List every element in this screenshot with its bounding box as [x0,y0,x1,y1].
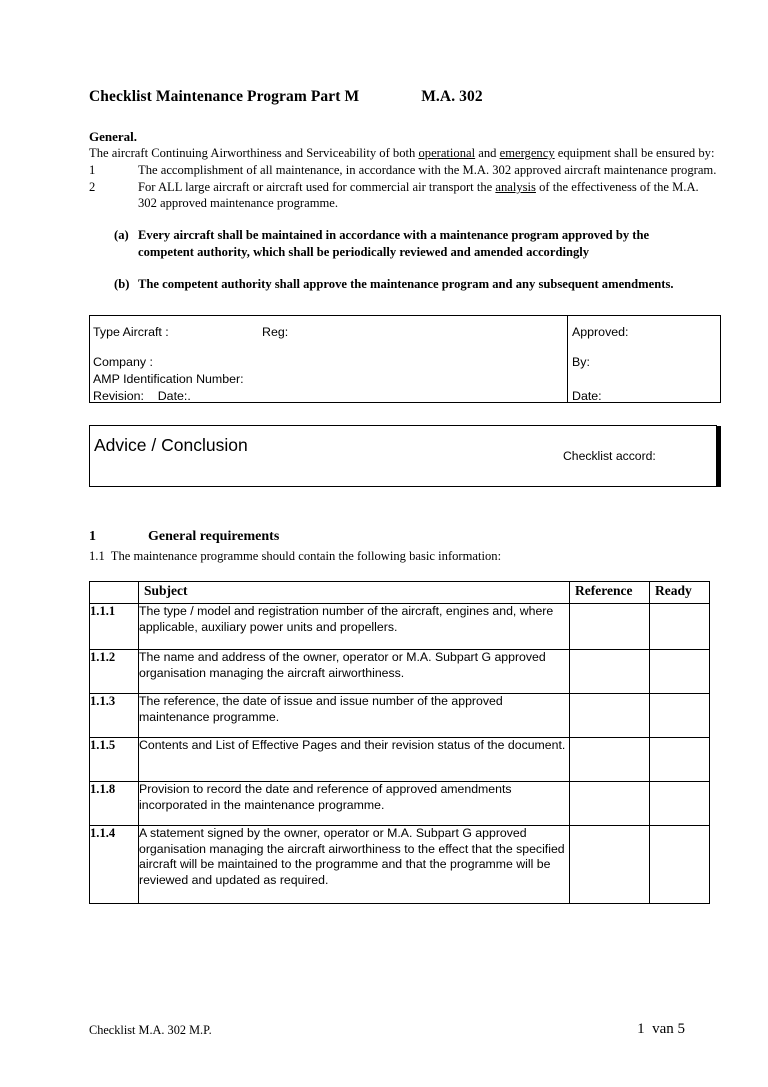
row-ready-cell[interactable] [650,649,710,693]
approved-label: Approved: [572,325,629,340]
row-reference-cell[interactable] [570,825,650,903]
intro-text-part2: and [475,146,500,161]
table-row [90,825,710,903]
footer-page-number: 1 van 5 [637,1021,685,1037]
row-ready-cell[interactable] [650,825,710,903]
row-number: 1.1.4 [90,825,139,903]
table-row [90,649,710,693]
row-reference-cell[interactable] [570,693,650,737]
date-label: Date: [572,389,602,404]
page-title [89,88,721,107]
row-number: 1.1.1 [90,603,139,649]
header-number [90,581,139,603]
advice-conclusion-title: Advice / Conclusion [94,435,248,456]
intro-paragraph [89,145,721,162]
header-reference: Reference [570,581,650,603]
general-heading: General. [89,128,138,144]
table-header-row [90,581,710,603]
lettered-item-a-text: Every aircraft shall be maintained in accordance with a maintenance program approved by the competent authority, which shall be periodically reviewed and amended accordingly [138,228,650,260]
numbered-item-2-text [138,179,721,212]
lettered-item-b [89,276,721,293]
page-footer [89,1021,721,1055]
numbered-item-2-text-post: of the effectiveness of the M.A. 302 approved maintenance programme. [138,179,699,211]
row-reference-cell[interactable] [570,603,650,649]
page-title-main: Checklist Maintenance Program Part M [89,88,360,105]
numbered-item-1-number: 1 [89,162,96,177]
advice-box-edge-line [717,426,721,487]
lettered-item-b-mark: (b) [114,277,130,292]
row-reference-cell[interactable] [570,649,650,693]
row-number: 1.1.3 [90,693,139,737]
amp-identification-label: AMP Identification Number: [93,372,244,387]
row-ready-cell[interactable] [650,737,710,781]
table-row [90,781,710,825]
requirements-section-title: General requirements [148,529,280,545]
numbered-item-2-text-pre: For ALL large aircraft or aircraft used for commercial air transport the [138,179,496,194]
requirements-subsection: 1.1 The maintenance programme should contain the following basic information: [89,548,502,563]
row-subject: Contents and List of Effective Pages and their revision status of the document. [139,737,570,781]
table-row [90,737,710,781]
row-ready-cell[interactable] [650,693,710,737]
document-body [89,88,721,904]
footer-document-name: Checklist M.A. 302 M.P. [89,1023,212,1037]
intro-underline-operational: operational [418,146,476,161]
checklist-table-body [90,603,710,903]
advice-conclusion-frame [89,425,717,487]
row-subject: The reference, the date of issue and issue number of the approved maintenance programme. [139,693,570,737]
table-row [90,603,710,649]
row-reference-cell[interactable] [570,781,650,825]
row-reference-cell[interactable] [570,737,650,781]
by-label: By: [572,355,590,370]
checklist-table [89,581,710,904]
row-subject: Provision to record the date and reference of approved amendments incorporated in the maintenance programme. [139,781,570,825]
intro-text-part3: equipment shall be ensured by: [554,146,715,161]
numbered-item-2-underline-analysis: analysis [495,179,536,194]
type-aircraft-label: Type Aircraft : [93,325,169,340]
lettered-item-a-mark: (a) [114,228,129,243]
checklist-table-header [90,581,710,603]
table-row [90,693,710,737]
requirements-section-number: 1 [89,529,96,545]
advice-conclusion-box [89,425,721,487]
page-title-code: M.A. 302 [421,88,483,105]
numbered-item-2-number: 2 [89,179,96,194]
row-subject: The type / model and registration number of the aircraft, engines and, where applicable, auxiliary power units and propellers. [139,603,570,649]
reg-label: Reg: [262,325,289,340]
numbered-item-2 [89,179,721,212]
row-number: 1.1.5 [90,737,139,781]
lettered-item-b-text: The competent authority shall approve the maintenance program and any subsequent amendments. [138,277,674,292]
numbered-item-1-text: The accomplishment of all maintenance, in accordance with the M.A. 302 approved aircraft maintenance program. [138,162,717,177]
row-ready-cell[interactable] [650,781,710,825]
requirements-heading [89,529,721,546]
header-ready: Ready [650,581,710,603]
aircraft-info-box [89,315,721,403]
company-label: Company : [93,355,153,370]
intro-underline-emergency: emergency [499,146,555,161]
row-subject: A statement signed by the owner, operator or M.A. Subpart G approved organisation managing the aircraft airworthiness to the effect that the specified aircraft will be maintained to the programme and that the programme will be reviewed and updated as required. [139,825,570,903]
lettered-item-a [89,227,721,261]
header-subject: Subject [139,581,570,603]
aircraft-info-right-column [568,316,720,402]
aircraft-info-left-column [90,316,568,402]
numbered-item-1 [89,162,721,179]
checklist-accord-label: Checklist accord: [563,449,656,464]
row-subject: The name and address of the owner, operator or M.A. Subpart G approved organisation managing the aircraft airworthiness. [139,649,570,693]
revision-date-label: Revision: Date:. [93,389,191,404]
row-ready-cell[interactable] [650,603,710,649]
row-number: 1.1.2 [90,649,139,693]
row-number: 1.1.8 [90,781,139,825]
intro-text-part1: The aircraft Continuing Airworthiness and Serviceability of both [89,146,419,161]
